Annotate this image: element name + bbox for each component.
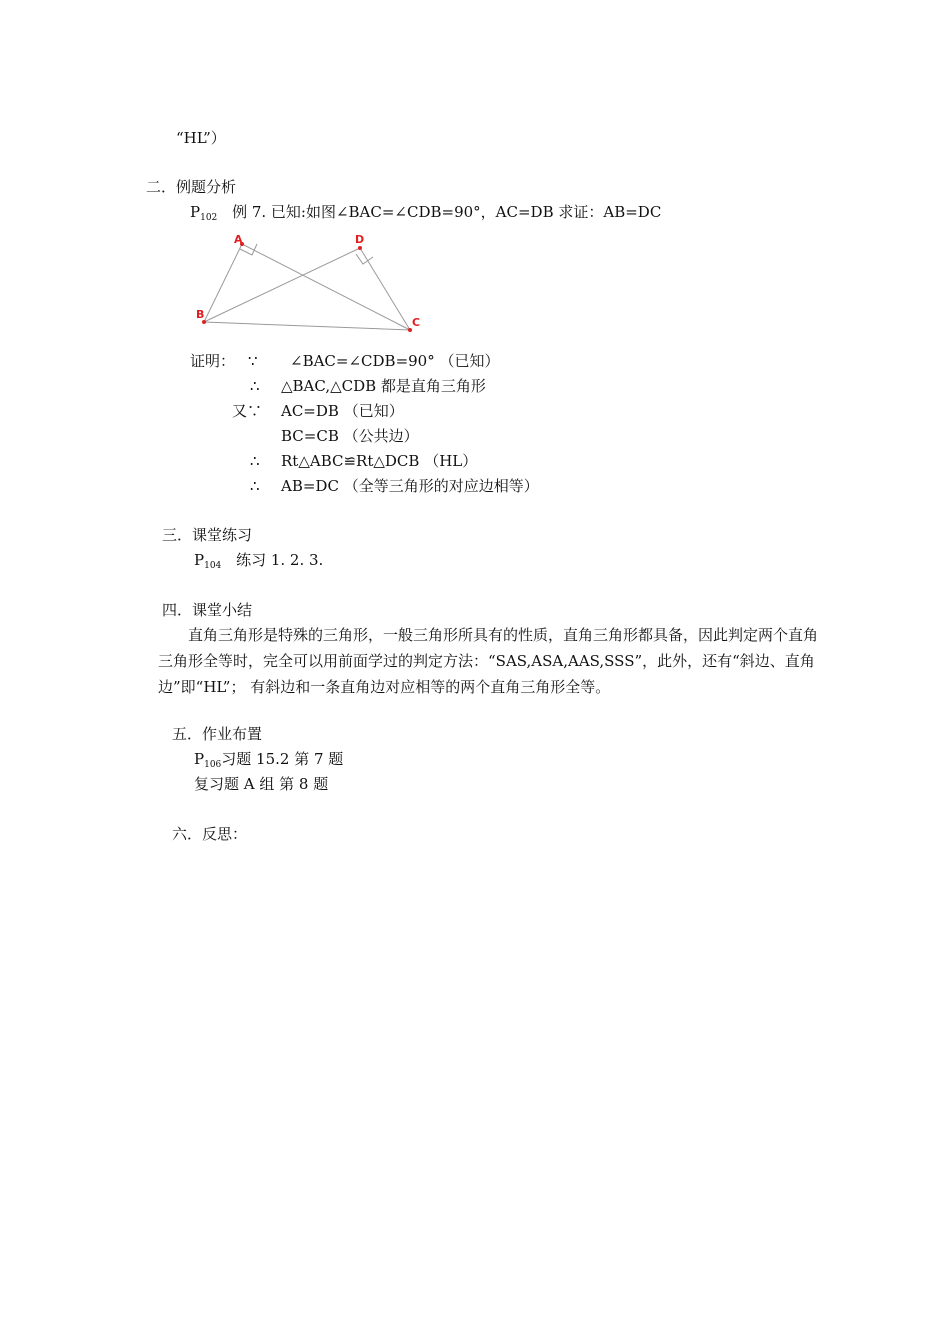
label-b: B bbox=[196, 308, 205, 321]
proof-text-4: BC=CB （公共边） bbox=[281, 427, 419, 445]
segment-bc bbox=[204, 322, 410, 330]
proof-text-3: AC=DB （已知） bbox=[281, 402, 404, 420]
top-fragment: “HL”） bbox=[176, 129, 226, 147]
practice-page-number: 104 bbox=[204, 561, 222, 571]
practice-text: 练习 1. 2. 3. bbox=[236, 551, 324, 569]
proof-prefix: 证明： bbox=[190, 352, 236, 370]
homework-page-number: 106 bbox=[204, 760, 222, 770]
proof-symbol-6: ∴ bbox=[250, 477, 260, 495]
homework-item-1 bbox=[194, 749, 343, 772]
example-text: 例 7. 已知:如图∠BAC=∠CDB=90°，AC=DB 求证：AB=DC bbox=[232, 203, 662, 221]
homework-page-prefix: P bbox=[194, 750, 205, 768]
proof-text-6: AB=DC （全等三角形的对应边相等） bbox=[281, 477, 539, 495]
segment-ab bbox=[204, 244, 242, 322]
homework-item-2: 复习题 A 组 第 8 题 bbox=[194, 775, 329, 793]
section3-heading: 三．课堂练习 bbox=[162, 526, 253, 544]
proof-text-5: Rt△ABC≌Rt△DCB （HL） bbox=[281, 452, 478, 470]
proof-text-1: ∠BAC=∠CDB=90° （已知） bbox=[290, 352, 500, 370]
practice-line bbox=[194, 550, 323, 573]
section5-heading: 五．作业布置 bbox=[172, 725, 263, 743]
section2-heading: 二．例题分析 bbox=[146, 178, 237, 196]
label-c: C bbox=[412, 316, 421, 329]
example-page-prefix: P bbox=[190, 203, 201, 221]
proof-line-1 bbox=[190, 351, 235, 371]
summary-paragraph bbox=[158, 622, 818, 700]
section4-heading: 四．课堂小结 bbox=[162, 601, 253, 619]
example-line bbox=[190, 202, 661, 225]
triangle-figure bbox=[190, 228, 450, 338]
proof-prefix-3: 又∵ bbox=[232, 402, 263, 420]
homework-item-1-text: 习题 15.2 第 7 题 bbox=[221, 750, 344, 768]
label-d: D bbox=[355, 233, 365, 246]
summary-text: 直角三角形是特殊的三角形，一般三角形所具有的性质，直角三角形都具备，因此判定两个直角三角形全等时，完全可以用前面学过的判定方法：“SAS,ASA,AAS,SSS”，此外，还有“斜边、直角边”即“HL”； 有斜边和一条直角边对应相等的两个直角三角形全等。 bbox=[158, 626, 819, 696]
proof-symbol-1: ∵ bbox=[248, 352, 258, 370]
proof-symbol-5: ∴ bbox=[250, 452, 260, 470]
practice-page-prefix: P bbox=[194, 551, 205, 569]
proof-text-2: △BAC,△CDB 都是直角三角形 bbox=[281, 377, 486, 395]
section6-heading: 六．反思： bbox=[172, 825, 248, 843]
segment-ac bbox=[242, 244, 410, 330]
proof-symbol-2: ∴ bbox=[250, 377, 260, 395]
segment-bd bbox=[204, 248, 360, 322]
example-page-number: 102 bbox=[200, 213, 218, 223]
point-d bbox=[358, 246, 362, 250]
label-a: A bbox=[234, 233, 243, 246]
